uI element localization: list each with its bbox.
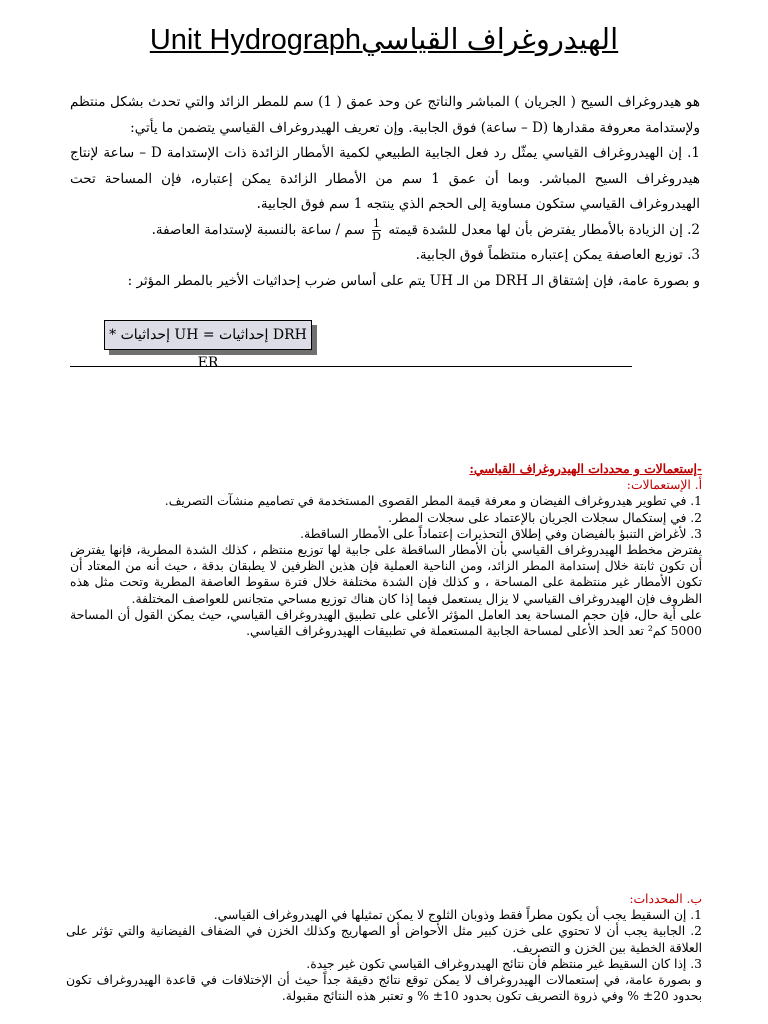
intro-item-2-post: سم / ساعة بالنسبة لإستدامة العاصفة.	[151, 221, 365, 238]
limits-subheading: ب. المحددات:	[629, 892, 702, 906]
uses-heading: -إستعمالات و محددات الهيدروغراف القياسي:	[469, 461, 702, 476]
uses-paragraph-1: يفترض مخطط الهيدروغراف القياسي بأن الأمطار الساقطة على جابية لها توزيع منتظم ، كذلك الشدة المطرية، فإنها يفترض أن تكون ثابتة خلال إستدامة المطر الزائد، ومن الناحية العملية فإن هذين الظرفين لا يطبقان بدقة ، حيث أنه من المعتاد أن تكون الأمطار غير منتظمة على المساحة ، و كذلك فإن الشدة مختلفة خلال فترة سقوط العاصفة المطرية وتحت مثل هذه الظروف فإن الهيدروغراف القياسي لا يزال يستعمل فيما إذا كان هناك توزيع مساحي متجانس للعواصف المختلفة.	[70, 543, 702, 606]
uses-paragraph-2: على أية حال، فإن حجم المساحة يعد العامل المؤثر الأعلى على تطبيق الهيدروغراف القياسي، حيث يمكن القول أن المساحة 5000 كم² تعد الحد الأعلى لمساحة الجابية المستعملة في تطبيقات الهيدروغراف القياسي.	[70, 607, 702, 639]
fraction-denominator: D	[372, 229, 381, 243]
page-title: Unit Hydrographالهيدروغراف القياسي	[149, 24, 619, 56]
intro-section	[70, 90, 700, 294]
intro-item-2	[70, 218, 700, 244]
fraction-1-over-d	[372, 218, 381, 243]
intro-item-3: 3. توزيع العاصفة يمكن إعتباره منتظماً فوق الجابية.	[415, 247, 700, 263]
formula-box: DRH إحداثيات = UH إحداثيات * ER	[104, 320, 312, 350]
intro-item-2-pre: 2. إن الزيادة بالأمطار يفترض بأن لها معدل للشدة قيمته	[388, 221, 700, 238]
fraction-numerator: 1	[373, 216, 381, 230]
uses-item: 2. في إستكمال سجلات الجريان بالإعتماد على سجلات المطر.	[388, 510, 702, 525]
limits-item: 1. إن السقيط يجب أن يكون مطراً فقط وذوبان الثلوج لا يمكن تمثيلها في الهيدروغراف القياسي.	[213, 908, 702, 923]
uses-section	[70, 461, 702, 639]
limits-item: 2. الجابية يجب أن لا تحتوي على خزن كبير مثل الأحواض أو الصهاريج وكذلك الخزن في الضفاف الفيضانية والتي تؤثر على العلاقة الخطية بين الخزن و التصريف.	[66, 924, 702, 955]
limits-item: 3. إذا كان السقيط غير منتظم فأن نتائج الهيدروغراف القياسي تكون غير جيدة.	[306, 956, 702, 971]
divider-line	[70, 366, 632, 367]
uses-item: 3. لأغراض التنبؤ بالفيضان وفي إطلاق التحذيرات إعتماداً على الأمطار الساقطة.	[300, 526, 702, 541]
intro-derivation: و بصورة عامة، فإن إشتقاق الـ DRH من الـ UH يتم على أساس ضرب إحداثيات الأخير بالمطر المؤثر :	[127, 272, 700, 289]
intro-paragraph: هو هيدروغراف السيح ( الجريان ) المباشر والناتج عن وحد عمق ( 1) سم للمطر الزائد والتي تحدث بشكل منتظم ولإستدامة معروفة مقدارها (D – ساعة) فوق الجابية. وإن تعريف الهيدروغراف القياسي يتضمن ما يأتي:	[70, 94, 701, 136]
limits-item: و بصورة عامة، في إستعمالات الهيدروغراف لا يمكن توقع نتائج دقيقة جداً حيث أن الإختلافات في قاعدة الهيدروغراف تكون بحدود 20± % وفي ذروة التصريف تكون بحدود 10± % و تعتبر هذه النتائج مقبولة.	[66, 973, 702, 1004]
limits-section	[66, 891, 702, 1004]
intro-item-1: 1. إن الهيدروغراف القياسي يمثّل رد فعل الجابية الطبيعي لكمية الأمطار الزائدة ذات الإستدامة D – ساعة لإنتاج هيدروغراف السيح المباشر. وبما أن عمق 1 سم من الأمطار الزائدة يمكن إعتباره، فإن المساحة تحت الهيدروغراف القياسي ستكون مساوية إلى الحجم الذي ينتجه 1 سم فوق الجابية.	[70, 145, 701, 212]
uses-item: 1. في تطوير هيدروغراف الفيضان و معرفة قيمة المطر القصوى المستخدمة في تصاميم منشآت التصريف.	[164, 494, 702, 509]
uses-subheading: أ. الإستعمالات:	[626, 478, 702, 493]
